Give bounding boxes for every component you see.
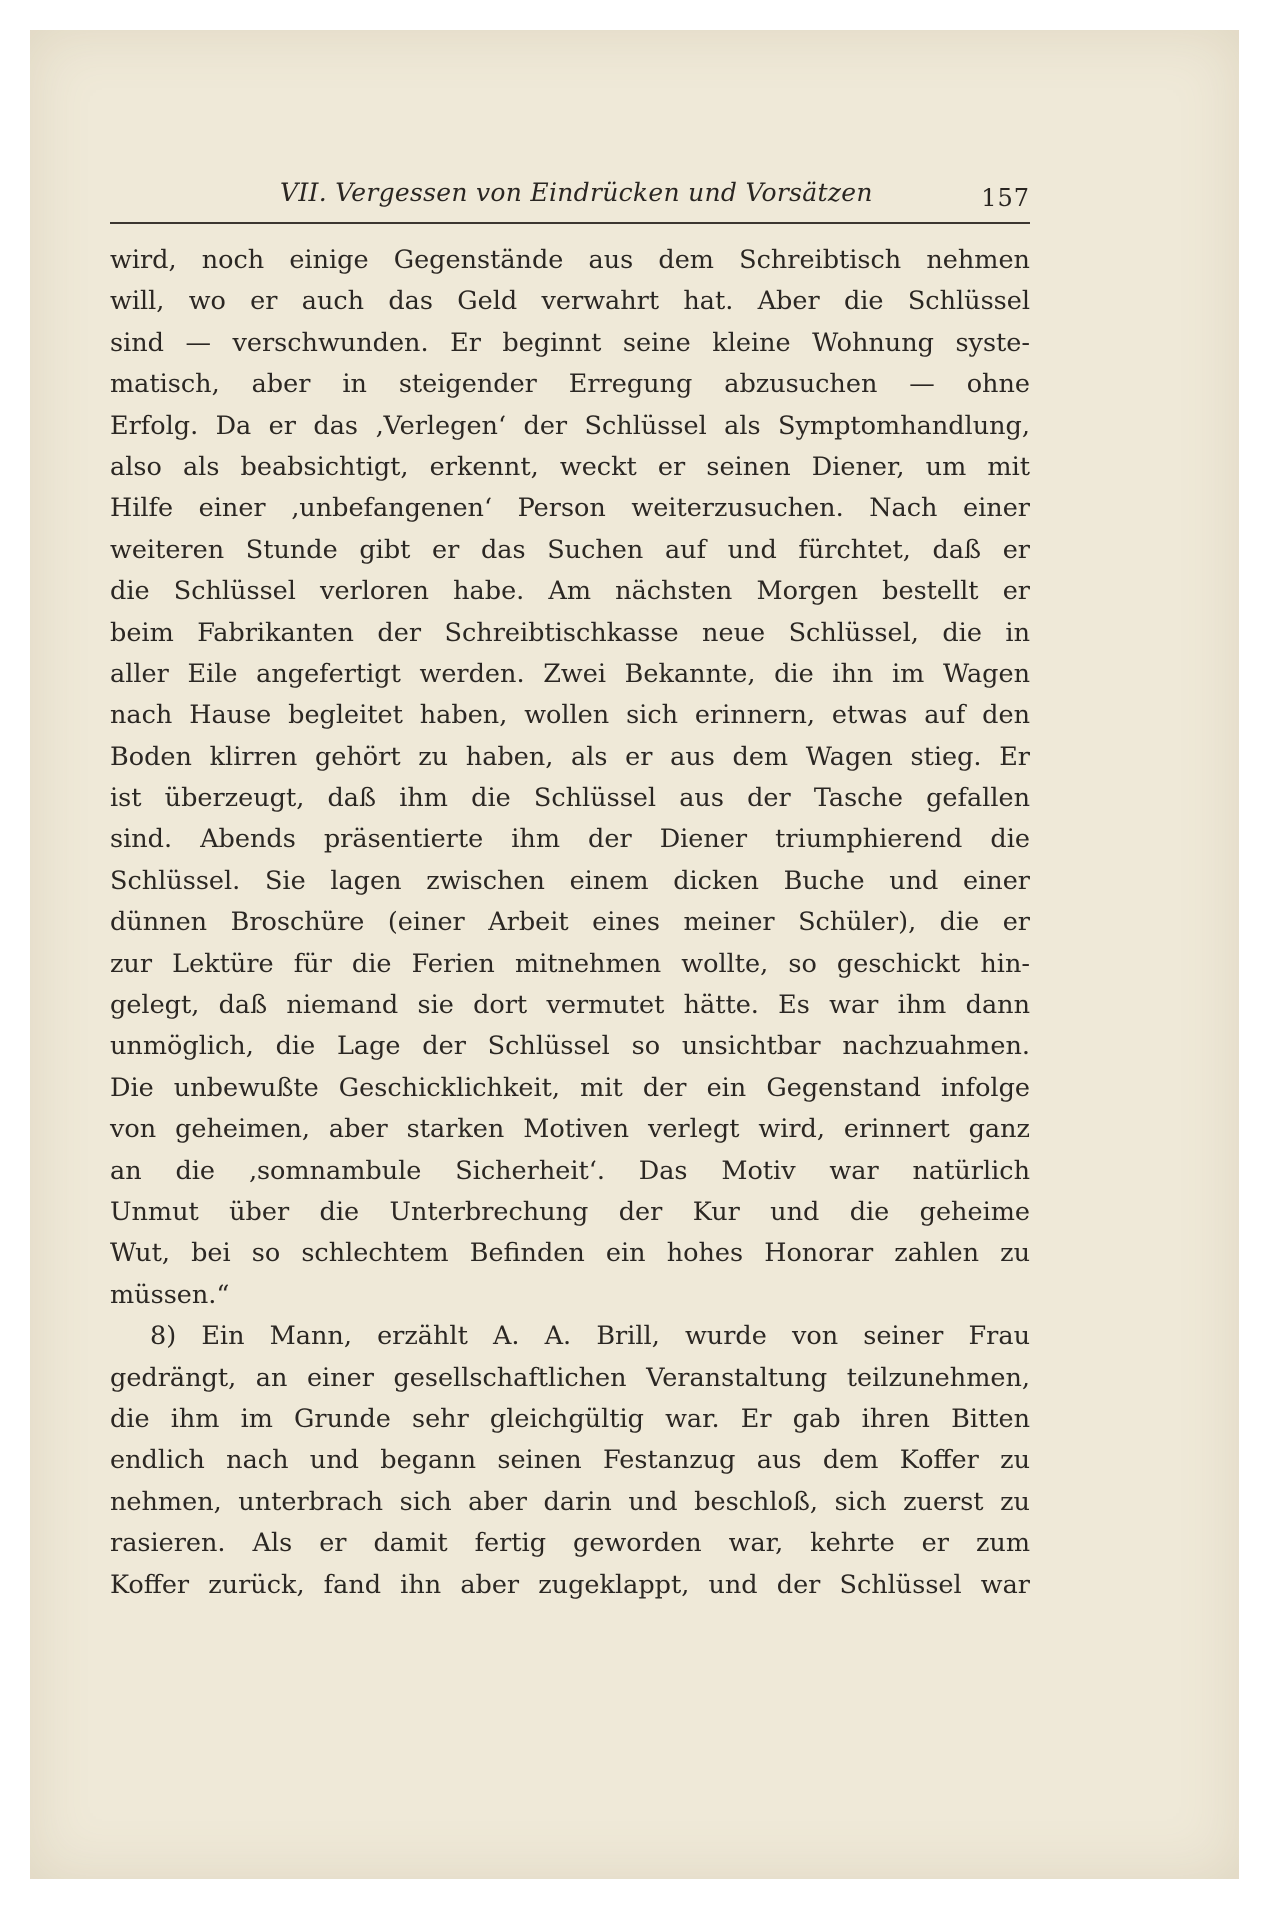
- text-line: gelegt, daß niemand sie dort vermutet hätte. Es war ihm dann: [110, 990, 1030, 1021]
- page-number: 157: [981, 184, 1030, 212]
- text-line: weiteren Stunde gibt er das Suchen auf und fürchtet, daß er: [110, 534, 1030, 565]
- paragraph-end-line: müssen.“: [110, 1279, 230, 1310]
- text-line: unmöglich, die Lage der Schlüssel so unsichtbar nachzuahmen.: [110, 1031, 1030, 1062]
- text-line: Die unbewußte Geschicklichkeit, mit der ein Gegenstand infolge: [110, 1072, 1030, 1103]
- text-line: dünnen Broschüre (einer Arbeit eines meiner Schüler), die er: [110, 907, 1030, 938]
- text-line: matisch, aber in steigender Erregung abzusuchen — ohne: [110, 369, 1030, 400]
- text-line: Hilfe einer ‚unbefangenen‘ Person weiterzusuchen. Nach einer: [110, 493, 1030, 524]
- text-line: also als beabsichtigt, erkennt, weckt er seinen Diener, um mit: [110, 451, 1030, 482]
- text-line: Wut, bei so schlechtem Befinden ein hohes Honorar zahlen zu: [110, 1238, 1030, 1269]
- text-line: endlich nach und begann seinen Festanzug aus dem Koffer zu: [110, 1445, 1030, 1476]
- text-line: aller Eile angefertigt werden. Zwei Bekannte, die ihn im Wagen: [110, 658, 1030, 689]
- text-line: nach Hause begleitet haben, wollen sich erinnern, etwas auf den: [110, 700, 1030, 731]
- text-line: zur Lektüre für die Ferien mitnehmen wollte, so geschickt hin-: [110, 948, 1030, 979]
- page-header: [110, 178, 1030, 224]
- text-line: sind. Abends präsentierte ihm der Diener triumphierend die: [110, 824, 1030, 855]
- text-line: gedrängt, an einer gesellschaftlichen Veranstaltung teilzunehmen,: [110, 1362, 1030, 1393]
- text-line: beim Fabrikanten der Schreibtischkasse neue Schlüssel, die in: [110, 617, 1030, 648]
- text-line: rasieren. Als er damit fertig geworden war, kehrte er zum: [110, 1528, 1030, 1559]
- text-line: sind — verschwunden. Er beginnt seine kleine Wohnung syste-: [110, 327, 1030, 358]
- text-line: will, wo er auch das Geld verwahrt hat. Aber die Schlüssel: [110, 286, 1030, 317]
- text-line: ist überzeugt, daß ihm die Schlüssel aus der Tasche gefallen: [110, 783, 1030, 814]
- paragraph-start-line: 8) Ein Mann, erzählt A. A. Brill, wurde von seiner Frau: [150, 1321, 1030, 1352]
- text-line: an die ‚somnambule Sicherheit‘. Das Motiv war natürlich: [110, 1155, 1030, 1186]
- text-line: Erfolg. Da er das ‚Verlegen‘ der Schlüssel als Symptomhandlung,: [110, 410, 1030, 441]
- text-line: Unmut über die Unterbrechung der Kur und die geheime: [110, 1196, 1030, 1227]
- body-text: [110, 240, 1030, 1606]
- running-head: VII. Vergessen von Eindrücken und Vorsätzen: [280, 178, 873, 207]
- text-line: nehmen, unterbrach sich aber darin und beschloß, sich zuerst zu: [110, 1486, 1030, 1517]
- text-line: von geheimen, aber starken Motiven verlegt wird, erinnert ganz: [110, 1114, 1030, 1145]
- text-line: Boden klirren gehört zu haben, als er aus dem Wagen stieg. Er: [110, 741, 1030, 772]
- text-line: wird, noch einige Gegenstände aus dem Schreibtisch nehmen: [110, 245, 1030, 275]
- text-line: die Schlüssel verloren habe. Am nächsten Morgen bestellt er: [110, 576, 1030, 607]
- text-line: die ihm im Grunde sehr gleichgültig war. Er gab ihren Bitten: [110, 1403, 1030, 1434]
- text-line: Schlüssel. Sie lagen zwischen einem dicken Buche und einer: [110, 865, 1030, 896]
- text-line: Koffer zurück, fand ihn aber zugeklappt, und der Schlüssel war: [110, 1569, 1030, 1600]
